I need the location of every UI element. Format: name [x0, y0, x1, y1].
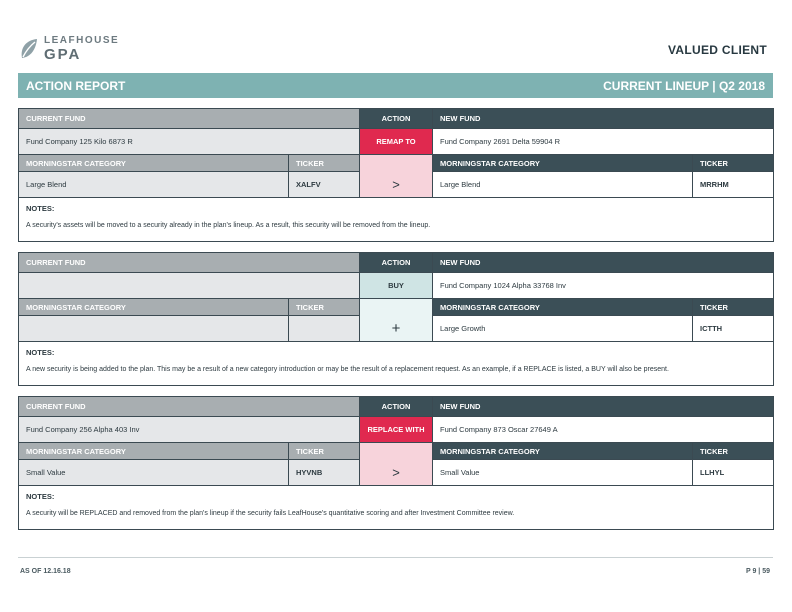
new-fund-header: NEW FUND [433, 397, 773, 416]
plus-icon: + [360, 315, 433, 341]
action-badge: REMAP TO [360, 129, 433, 154]
current-ticker [289, 315, 360, 341]
current-ticker-header: TICKER [289, 155, 360, 171]
current-fund-name: Fund Company 256 Alpha 403 Inv [19, 417, 360, 442]
notes-text: A new security is being added to the plan. This may be a result of a new category introduction or may be the result of a replacement request. As an example, if a REPLACE is listed, a BUY will also be present. [26, 366, 669, 373]
report-banner [18, 73, 773, 98]
current-category-header: MORNINGSTAR CATEGORY [19, 155, 289, 171]
leafhouse-logo [18, 36, 119, 62]
current-fund-name: Fund Company 125 Kilo 6873 R [19, 129, 360, 154]
current-fund-header: CURRENT FUND [19, 397, 360, 416]
action-symbol-top [360, 443, 433, 459]
arrow-icon: > [360, 459, 433, 485]
new-ticker-header: TICKER [693, 155, 773, 171]
notes-section [19, 485, 773, 530]
notes-section [19, 197, 773, 242]
current-ticker: XALFV [289, 171, 360, 197]
new-ticker-header: TICKER [693, 443, 773, 459]
new-category-header: MORNINGSTAR CATEGORY [433, 155, 693, 171]
page-number: P 9 | 59 [745, 568, 770, 575]
action-header: ACTION [360, 397, 433, 416]
action-symbol-top [360, 155, 433, 171]
new-category: Large Growth [433, 315, 693, 341]
new-fund-name: Fund Company 1024 Alpha 33768 Inv [433, 273, 773, 298]
logo-line1: LEAFHOUSE [44, 35, 120, 46]
new-fund-name: Fund Company 2691 Delta 59904 R [433, 129, 773, 154]
new-fund-header: NEW FUND [433, 109, 773, 128]
current-category: Large Blend [19, 171, 289, 197]
current-category: Small Value [19, 459, 289, 485]
new-ticker: ICTTH [693, 315, 773, 341]
new-category: Large Blend [433, 171, 693, 197]
notes-section [19, 341, 773, 386]
leaf-icon [18, 36, 40, 62]
notes-text: A security will be REPLACED and removed from the plan's lineup if the security fails LeafHouse's quantitative scoring and after Investment Committee review. [26, 510, 515, 517]
client-name: VALUED CLIENT [667, 43, 767, 57]
action-badge: BUY [360, 273, 433, 298]
new-ticker: MRRHM [693, 171, 773, 197]
current-fund-name [19, 273, 360, 298]
current-category [19, 315, 289, 341]
current-ticker: HYVNB [289, 459, 360, 485]
new-ticker-header: TICKER [693, 299, 773, 315]
report-title: ACTION REPORT [26, 78, 126, 93]
footer-divider [18, 557, 773, 558]
current-category-header: MORNINGSTAR CATEGORY [19, 443, 289, 459]
action-card-1 [18, 108, 774, 242]
new-fund-name: Fund Company 873 Oscar 27649 A [433, 417, 773, 442]
action-header: ACTION [360, 253, 433, 272]
notes-label: NOTES: [26, 348, 55, 357]
current-category-header: MORNINGSTAR CATEGORY [19, 299, 289, 315]
current-ticker-header: TICKER [289, 299, 360, 315]
action-badge: REPLACE WITH [360, 417, 433, 442]
action-card-2 [18, 252, 774, 386]
lineup-period: CURRENT LINEUP | Q2 2018 [603, 78, 765, 93]
new-category-header: MORNINGSTAR CATEGORY [433, 443, 693, 459]
notes-label: NOTES: [26, 492, 55, 501]
action-header: ACTION [360, 109, 433, 128]
logo-line2: GPA [44, 46, 82, 63]
new-ticker: LLHYL [693, 459, 773, 485]
current-fund-header: CURRENT FUND [19, 253, 360, 272]
arrow-icon: > [360, 171, 433, 197]
action-card-3 [18, 396, 774, 530]
current-ticker-header: TICKER [289, 443, 360, 459]
notes-label: NOTES: [26, 204, 55, 213]
notes-text: A security's assets will be moved to a security already in the plan's lineup. As a result, this security will be removed from the lineup. [26, 222, 431, 229]
action-symbol-top [360, 299, 433, 315]
as-of-date: AS OF 12.16.18 [20, 568, 71, 575]
new-category: Small Value [433, 459, 693, 485]
current-fund-header: CURRENT FUND [19, 109, 360, 128]
new-fund-header: NEW FUND [433, 253, 773, 272]
new-category-header: MORNINGSTAR CATEGORY [433, 299, 693, 315]
